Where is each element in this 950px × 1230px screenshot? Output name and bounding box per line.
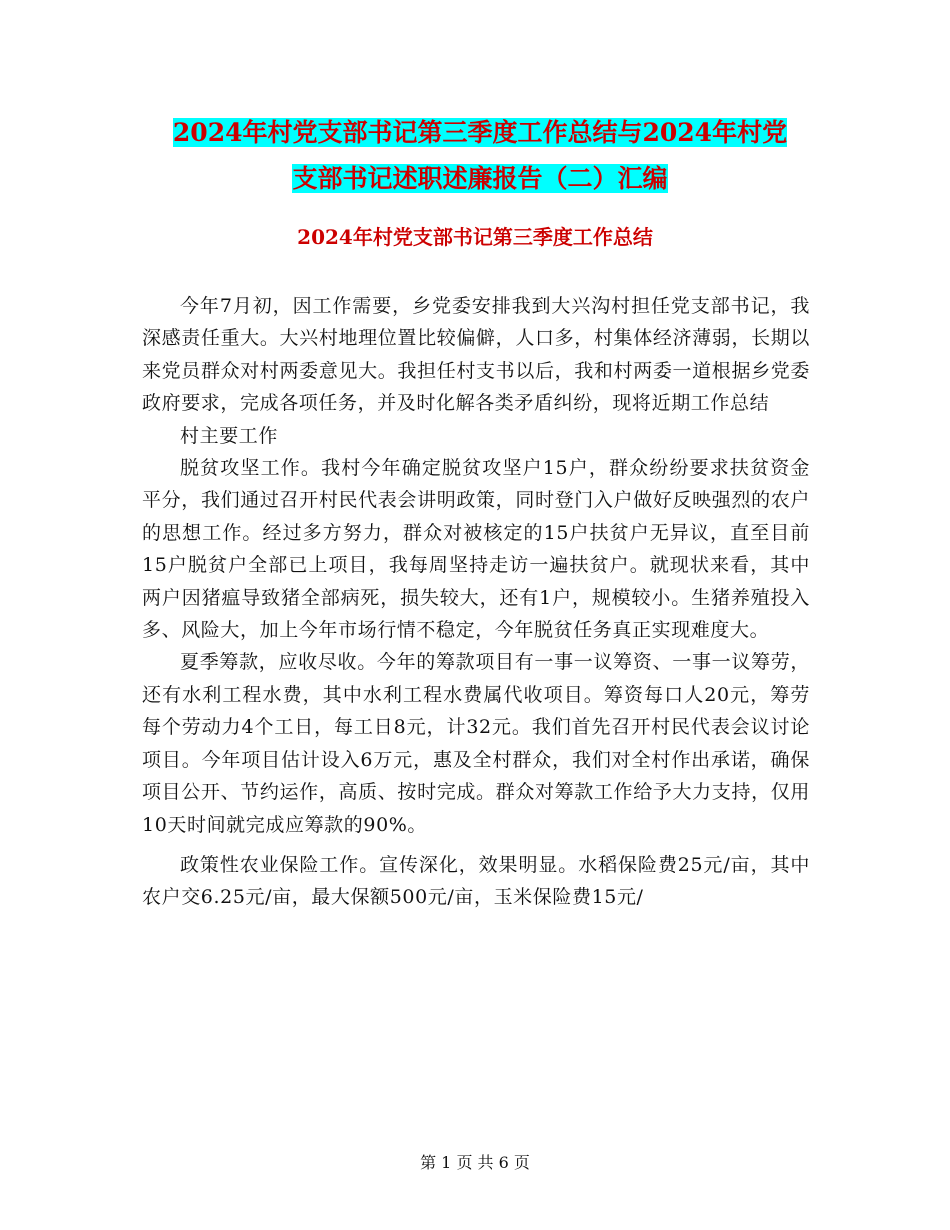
title-line-1-text: 2024年村党支部书记第三季度工作总结与2024年村党 — [172, 118, 788, 147]
title-line-2-text: 支部书记述职述廉报告（二）汇编 — [292, 164, 668, 193]
document-body — [142, 290, 810, 914]
title-line-2 — [140, 156, 820, 202]
page-footer: 第 1 页 共 6 页 — [420, 1153, 530, 1172]
section-title: 2024年村党支部书记第三季度工作总结 — [297, 225, 653, 249]
paragraph-intro: 今年7月初，因工作需要，乡党委安排我到大兴沟村担任党支部书记，我深感责任重大。大兴村地理位置比较偏僻，人口多，村集体经济薄弱，长期以来党员群众对村两委意见大。我担任村支书以后，我和村两委一道根据乡党委政府要求，完成各项任务，并及时化解各类矛盾纠纷，现将近期工作总结 — [142, 295, 810, 415]
title-line-1 — [140, 110, 820, 156]
paragraph-agricultural-insurance: 政策性农业保险工作。宣传深化，效果明显。水稻保险费25元/亩，其中农户交6.25元/亩，最大保额500元/亩，玉米保险费15元/ — [142, 853, 810, 909]
paragraph-poverty-alleviation: 脱贫攻坚工作。我村今年确定脱贫攻坚户15户，群众纷纷要求扶贫资金平分，我们通过召开村民代表会讲明政策，同时登门入户做好反映强烈的农户的思想工作。经过多方努力，群众对被核定的15户扶贫户无异议，直至目前15户脱贫户全部已上项目，我每周坚持走访一遍扶贫户。就现状来看，其中两户因猪瘟导致猪全部病死，损失较大，还有1户，规模较小。生猪养殖投入多、风险大，加上今年市场行情不稳定，今年脱贫任务真正实现难度大。 — [142, 457, 810, 642]
document-title — [140, 110, 820, 202]
paragraph-heading-main-work: 村主要工作 — [180, 424, 279, 447]
paragraph-summer-fundraising: 夏季筹款，应收尽收。今年的筹款项目有一事一议筹资、一事一议筹劳，还有水利工程水费，其中水利工程水费属代收项目。筹资每口人20元，筹劳每个劳动力4个工日，每工日8元，计32元。我们首先召开村民代表会议讨论项目。今年项目估计设入6万元，惠及全村群众，我们对全村作出承诺，确保项目公开、节约运作，高质、按时完成。群众对筹款工作给予大力支持，仅用10天时间就完成应筹款的90%。 — [142, 651, 810, 836]
